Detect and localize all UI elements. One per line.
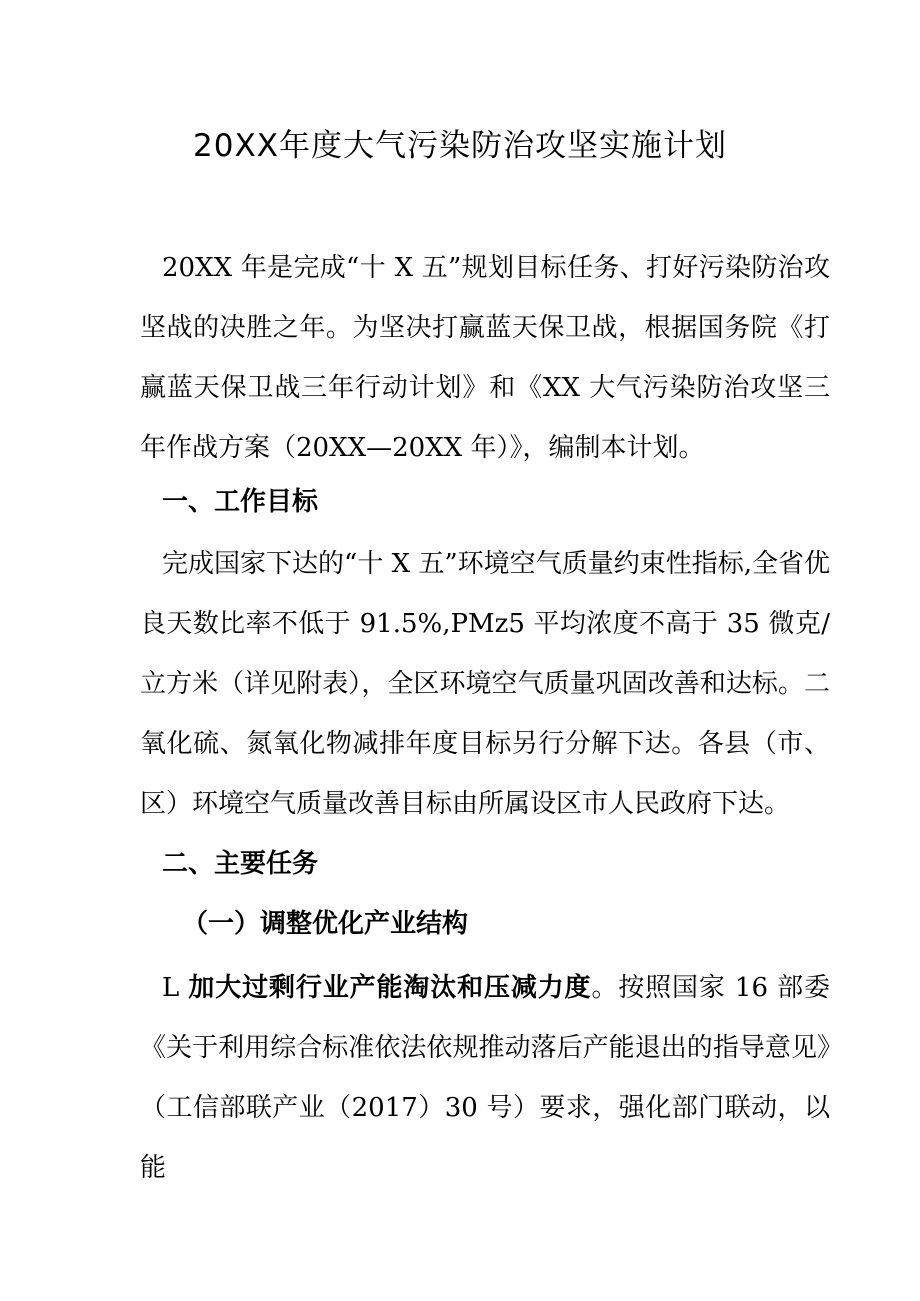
document-title: 20XX年度大气污染防治攻坚实施计划 — [193, 128, 727, 164]
task-item-prefix: L — [162, 973, 189, 1003]
subsection-heading-industry: （一）调整优化产业结构 — [182, 909, 469, 939]
task-item-body: 。按照国家 16 部委《关于利用综合标准依法依规推动落后产能退出的指导意见》（工信部联产业（2017）30 号）要求，强化部门联动，以能 — [140, 973, 830, 1183]
goals-paragraph: 完成国家下达的“十 X 五”环境空气质量约束性指标,全省优良天数比率不低于 91.5%,PMz5 平均浓度不高于 35 微克/立方米（详见附表），全区环境空气质量巩固改善和达标。二氧化硫、氮氧化物减排年度目标另行分解下达。各县（市、区）环境空气质量改善目标由所属设区市人民政府下达。 — [140, 549, 830, 819]
task-item-lead: 加大过剩行业产能淘汰和压减力度 — [188, 973, 592, 1003]
task-item-paragraph — [140, 958, 830, 1198]
section-heading-goals: 一、工作目标 — [162, 487, 319, 517]
section-heading-tasks: 二、主要任务 — [162, 849, 319, 879]
intro-paragraph: 20XX 年是完成“十 X 五”规划目标任务、打好污染防治攻坚战的决胜之年。为坚决打赢蓝天保卫战，根据国务院《打赢蓝天保卫战三年行动计划》和《XX 大气污染防治攻坚三年作战方案（20XX—20XX 年）》，编制本计划。 — [140, 253, 830, 463]
